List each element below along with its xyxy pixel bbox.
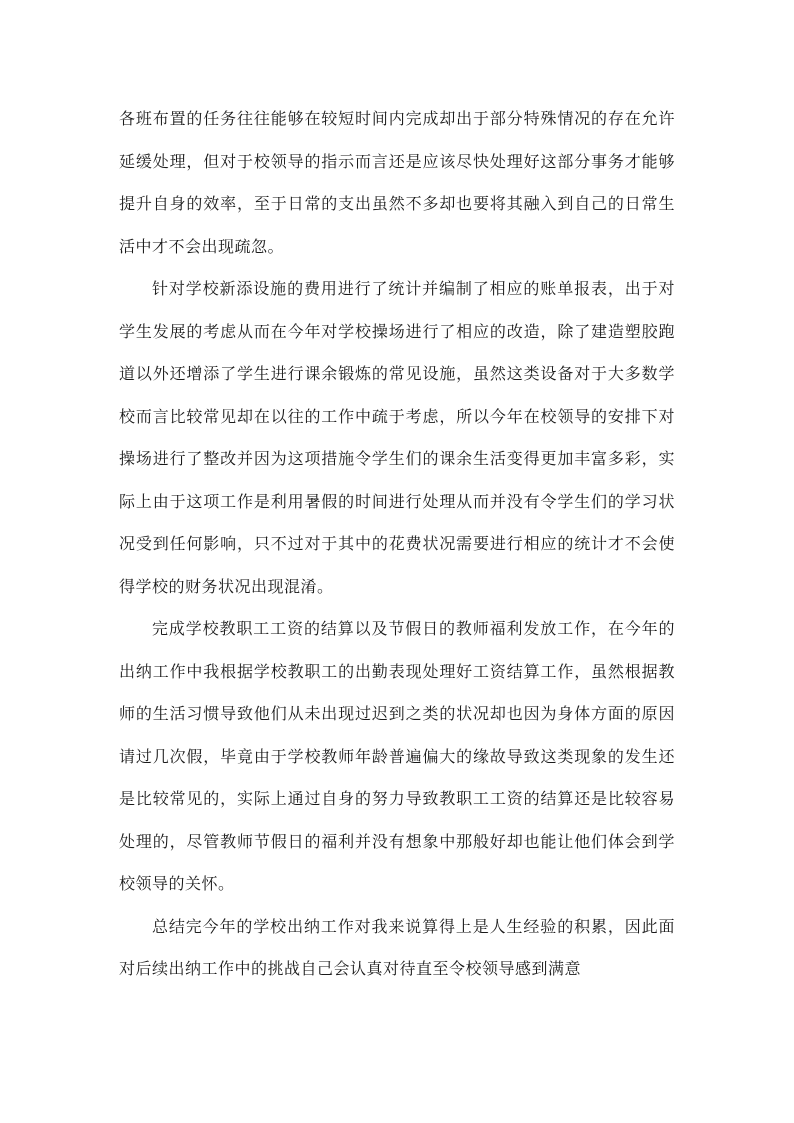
paragraph-salary-settlement: 完成学校教职工工资的结算以及节假日的教师福利发放工作，在今年的出纳工作中我根据学校教职工的出勤表现处理好工资结算工作，虽然根据教师的生活习惯导致他们从未出现过迟到之类的状况却也因为身体方面的原因请过几次假，毕竟由于学校教师年龄普遍偏大的缘故导致这类现象的发生还是比较常见的，实际上通过自身的努力导致教职工工资的结算还是比较容易处理的，尽管教师节假日的福利并没有想象中那般好却也能让他们体会到学校领导的关怀。 (119, 619, 675, 893)
paragraph-continuation: 各班布置的任务往往能够在较短时间内完成却出于部分特殊情况的存在允许延缓处理，但对于校领导的指示而言还是应该尽快处理好这部分事务才能够提升自身的效率，至于日常的支出虽然不多却也要将其融入到自己的日常生活中才不会出现疏忽。 (119, 109, 675, 256)
paragraph-facility-costs: 针对学校新添设施的费用进行了统计并编制了相应的账单报表，出于对学生发展的考虑从而在今年对学校操场进行了相应的改造，除了建造塑胶跑道以外还增添了学生进行课余锻炼的常见设施，虽然这类设备对于大多数学校而言比较常见却在以往的工作中疏于考虑，所以今年在校领导的安排下对操场进行了整改并因为这项措施令学生们的课余生活变得更加丰富多彩，实际上由于这项工作是利用暑假的时间进行处理从而并没有令学生们的学习状况受到任何影响，只不过对于其中的花费状况需要进行相应的统计才不会使得学校的财务状况出现混淆。 (119, 279, 675, 596)
paragraph-summary: 总结完今年的学校出纳工作对我来说算得上是人生经验的积累，因此面对后续出纳工作中的挑战自己会认真对待直至令校领导感到满意 (119, 916, 675, 978)
document-body (119, 98, 675, 991)
